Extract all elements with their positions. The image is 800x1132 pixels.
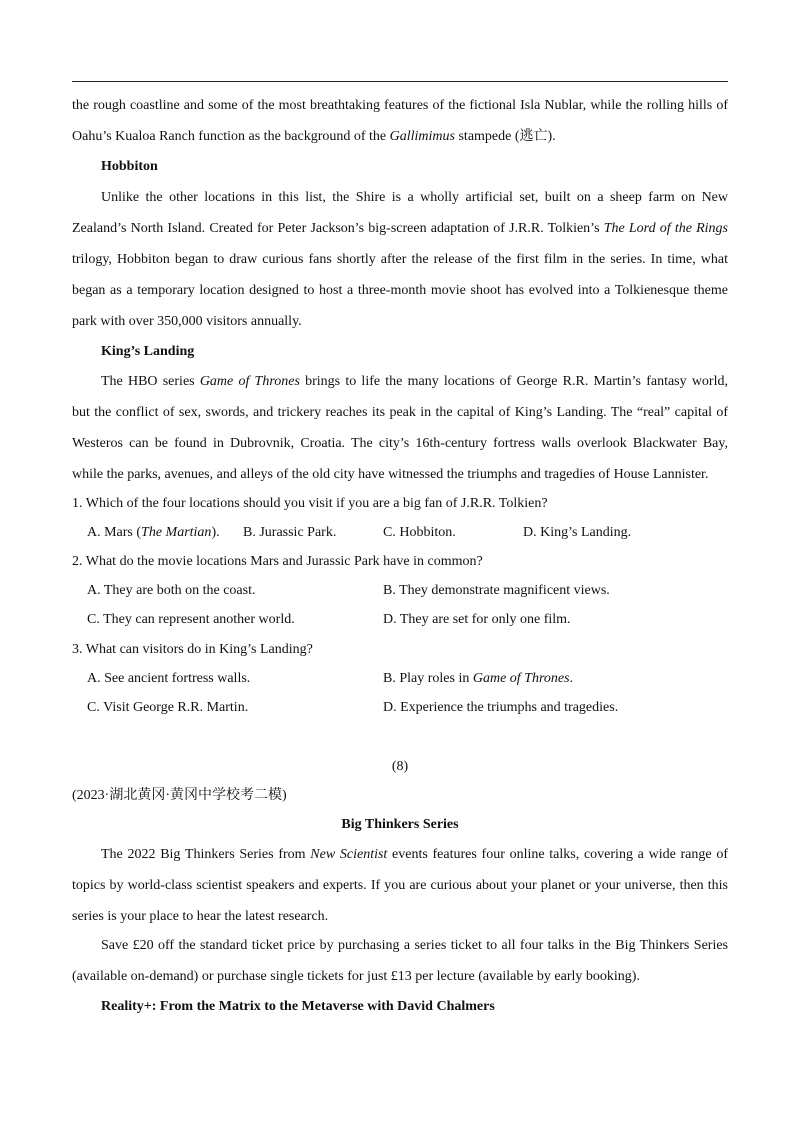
big-thinkers-p1-line-3: series is your place to hear the latest research. [72,909,329,924]
big-thinkers-p1-line-2: topics by world-class scientist speakers and experts. If you are curious about your planet or your universe, then this [72,878,728,893]
question-3-option-b[interactable]: B. Play roles in Game of Thrones. [383,671,574,686]
question-3-stem: 3. What can visitors do in King’s Landing? [72,642,313,657]
question-1-option-c[interactable]: C. Hobbiton. [383,525,456,540]
section-title: Big Thinkers Series [341,817,459,832]
question-3-option-a[interactable]: A. See ancient fortress walls. [87,671,251,686]
hobbiton-line-3: trilogy, Hobbiton began to draw curious fans shortly after the release of the first film in the series. In time, what [72,252,728,267]
question-1-option-b[interactable]: B. Jurassic Park. [243,525,337,540]
hobbiton-heading: Hobbiton [101,159,158,174]
section-number: (8) [391,759,409,774]
section-source: (2023·湖北黄冈·黄冈中学校考二模) [72,788,287,803]
header-rule [72,81,728,82]
talk-subheading: Reality+: From the Matrix to the Metaverse with David Chalmers [101,999,495,1014]
question-2-option-a[interactable]: A. They are both on the coast. [87,583,256,598]
hobbiton-line-5: park with over 350,000 visitors annually. [72,314,302,329]
intro-line-2: Oahu’s Kualoa Ranch function as the background of the Gallimimus stampede (逃亡). [72,129,556,144]
question-1-option-d[interactable]: D. King’s Landing. [523,525,632,540]
hobbiton-line-4: began as a temporary location designed to host a three-month movie shoot has evolved into a Tolkienesque theme [72,283,728,298]
question-2-option-c[interactable]: C. They can represent another world. [87,612,295,627]
hobbiton-line-2: Zealand’s North Island. Created for Peter Jackson’s big-screen adaptation of J.R.R. Tolkien’s The Lord of the Rings [72,221,728,236]
kings-landing-line-3: Westeros can be found in Dubrovnik, Croatia. The city’s 16th-century fortress walls overlook Blackwater Bay, [72,436,728,451]
question-3-option-d[interactable]: D. Experience the triumphs and tragedies. [383,700,619,715]
big-thinkers-p2-line-1: Save £20 off the standard ticket price by purchasing a series ticket to all four talks in the Big Thinkers Series [101,938,728,953]
question-1-option-a[interactable]: A. Mars (The Martian). [87,525,220,540]
kings-landing-line-1: The HBO series Game of Thrones brings to life the many locations of George R.R. Martin’s fantasy world, [101,374,728,389]
big-thinkers-p2-line-2: (available on-demand) or purchase single tickets for just £13 per lecture (available by early booking). [72,969,640,984]
kings-landing-line-2: but the conflict of sex, swords, and trickery reaches its peak in the capital of King’s Landing. The “real” capital of [72,405,728,420]
question-2-option-b[interactable]: B. They demonstrate magnificent views. [383,583,610,598]
question-2-stem: 2. What do the movie locations Mars and Jurassic Park have in common? [72,554,483,569]
kings-landing-line-4: while the parks, avenues, and alleys of the old city have witnessed the triumphs and tragedies of House Lannister. [72,467,709,482]
question-1-stem: 1. Which of the four locations should you visit if you are a big fan of J.R.R. Tolkien? [72,496,548,511]
question-2-option-d[interactable]: D. They are set for only one film. [383,612,571,627]
question-3-option-c[interactable]: C. Visit George R.R. Martin. [87,700,249,715]
kings-landing-heading: King’s Landing [101,344,195,359]
big-thinkers-p1-line-1: The 2022 Big Thinkers Series from New Scientist events features four online talks, covering a wide range of [101,847,728,862]
hobbiton-line-1: Unlike the other locations in this list, the Shire is a wholly artificial set, built on a sheep farm on New [101,190,728,205]
intro-line-1: the rough coastline and some of the most breathtaking features of the fictional Isla Nublar, while the rolling hills of [72,98,728,113]
